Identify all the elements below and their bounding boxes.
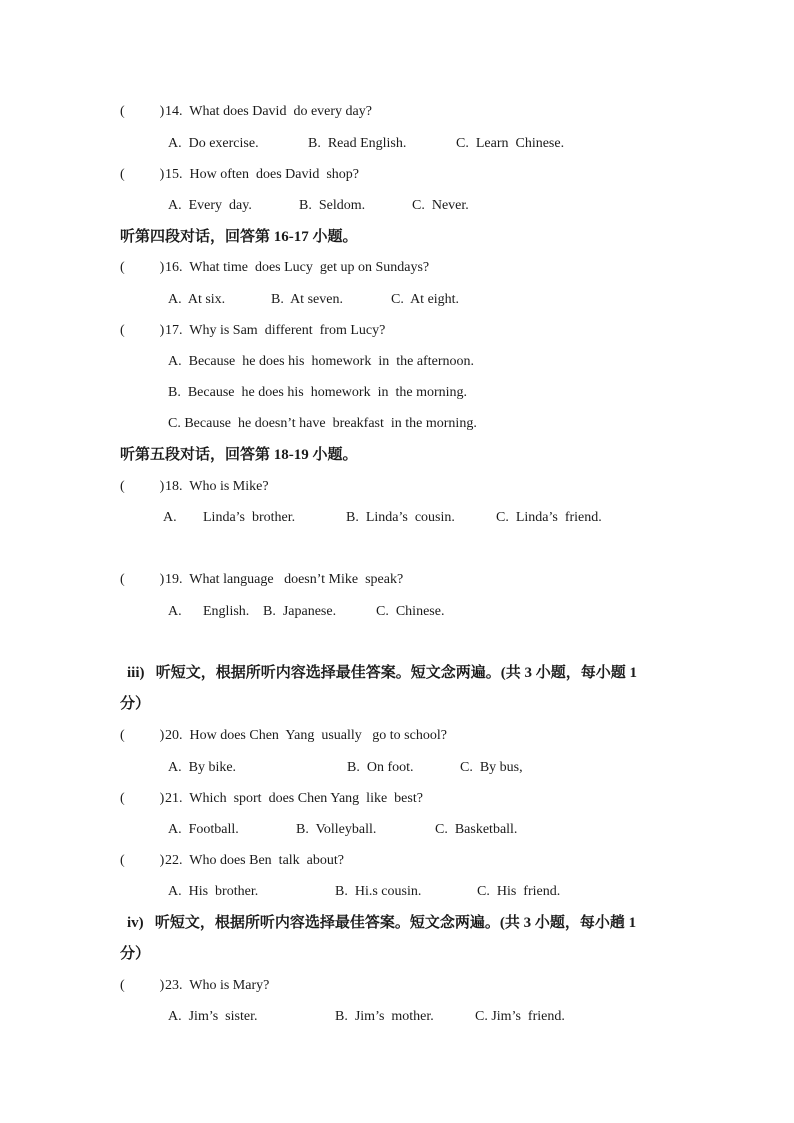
answer-blank: ( ) xyxy=(120,978,165,993)
q20-option-b: B. On foot. xyxy=(347,760,414,775)
q23-option-b: B. Jim’s mother. xyxy=(335,1009,434,1024)
question-22-stem: 22. Who does Ben talk about? xyxy=(165,853,344,868)
q22-option-a: A. His brother. xyxy=(168,884,259,899)
part-heading-continued: 分） xyxy=(120,946,151,962)
question-19-stem: 19. What language doesn’t Mike speak? xyxy=(165,572,404,587)
question-21-stem: 21. Which sport does Chen Yang like best? xyxy=(165,791,423,806)
question-14-stem: 14. What does David do every day? xyxy=(165,104,372,119)
q21-option-c: C. Basketball. xyxy=(435,822,518,837)
q21-option-b: B. Volleyball. xyxy=(296,822,377,837)
answer-blank: ( ) xyxy=(120,323,165,338)
q18-option-a: Linda’s brother. xyxy=(203,510,296,525)
q14-option-c: C. Learn Chinese. xyxy=(456,136,565,151)
q22-option-c: C. His friend. xyxy=(477,884,561,899)
q15-option-c: C. Never. xyxy=(412,198,469,213)
answer-blank: ( ) xyxy=(120,791,165,806)
q19-option-b: B. Japanese. xyxy=(263,604,337,619)
q21-option-a: A. Football. xyxy=(168,822,239,837)
q18-option-a-letter: A. xyxy=(163,510,177,525)
question-17-stem: 17. Why is Sam different from Lucy? xyxy=(165,323,386,338)
q17-option-c: C. Because he doesn’t have breakfast in the morning. xyxy=(168,416,477,431)
q19-option-a: English. xyxy=(203,604,250,619)
part-heading: iii) 听短文，根据所听内容选择最佳答案。短文念两遍。(共 3 小题，每小题 1 xyxy=(127,665,637,681)
q14-option-b: B. Read English. xyxy=(308,136,407,151)
q17-option-b: B. Because he does his homework in the morning. xyxy=(168,385,468,400)
answer-blank: ( ) xyxy=(120,479,165,494)
q15-option-a: A. Every day. xyxy=(168,198,252,213)
question-20-stem: 20. How does Chen Yang usually go to school? xyxy=(165,728,447,743)
answer-blank: ( ) xyxy=(120,167,165,182)
answer-blank: ( ) xyxy=(120,104,165,119)
question-16-stem: 16. What time does Lucy get up on Sundays? xyxy=(165,260,430,275)
q23-option-c: C. Jim’s friend. xyxy=(475,1009,565,1024)
q23-option-a: A. Jim’s sister. xyxy=(168,1009,258,1024)
q19-option-c: C. Chinese. xyxy=(376,604,445,619)
q20-option-c: C. By bus, xyxy=(460,760,523,775)
q18-option-b: B. Linda’s cousin. xyxy=(346,510,455,525)
part-heading: iv) 听短文，根据所听内容选择最佳答案。短文念两遍。(共 3 小题，每小趟 1 xyxy=(127,915,637,931)
q15-option-b: B. Seldom. xyxy=(299,198,366,213)
section-heading: 听第五段对话，回答第 18-19 小题。 xyxy=(120,447,358,463)
q16-option-b: B. At seven. xyxy=(271,292,343,307)
q18-option-c: C. Linda’s friend. xyxy=(496,510,602,525)
q19-option-a-letter: A. xyxy=(168,604,182,619)
section-heading: 听第四段对话，回答第 16-17 小题。 xyxy=(120,229,358,245)
answer-blank: ( ) xyxy=(120,260,165,275)
q16-option-a: A. At six. xyxy=(168,292,226,307)
answer-blank: ( ) xyxy=(120,853,165,868)
question-18-stem: 18. Who is Mike? xyxy=(165,479,269,494)
answer-blank: ( ) xyxy=(120,728,165,743)
answer-blank: ( ) xyxy=(120,572,165,587)
q16-option-c: C. At eight. xyxy=(391,292,460,307)
q14-option-a: A. Do exercise. xyxy=(168,136,259,151)
q22-option-b: B. Hi.s cousin. xyxy=(335,884,422,899)
q17-option-a: A. Because he does his homework in the afternoon. xyxy=(168,354,474,369)
question-15-stem: 15. How often does David shop? xyxy=(165,167,360,182)
q20-option-a: A. By bike. xyxy=(168,760,237,775)
question-23-stem: 23. Who is Mary? xyxy=(165,978,270,993)
part-heading-continued: 分） xyxy=(120,696,151,712)
